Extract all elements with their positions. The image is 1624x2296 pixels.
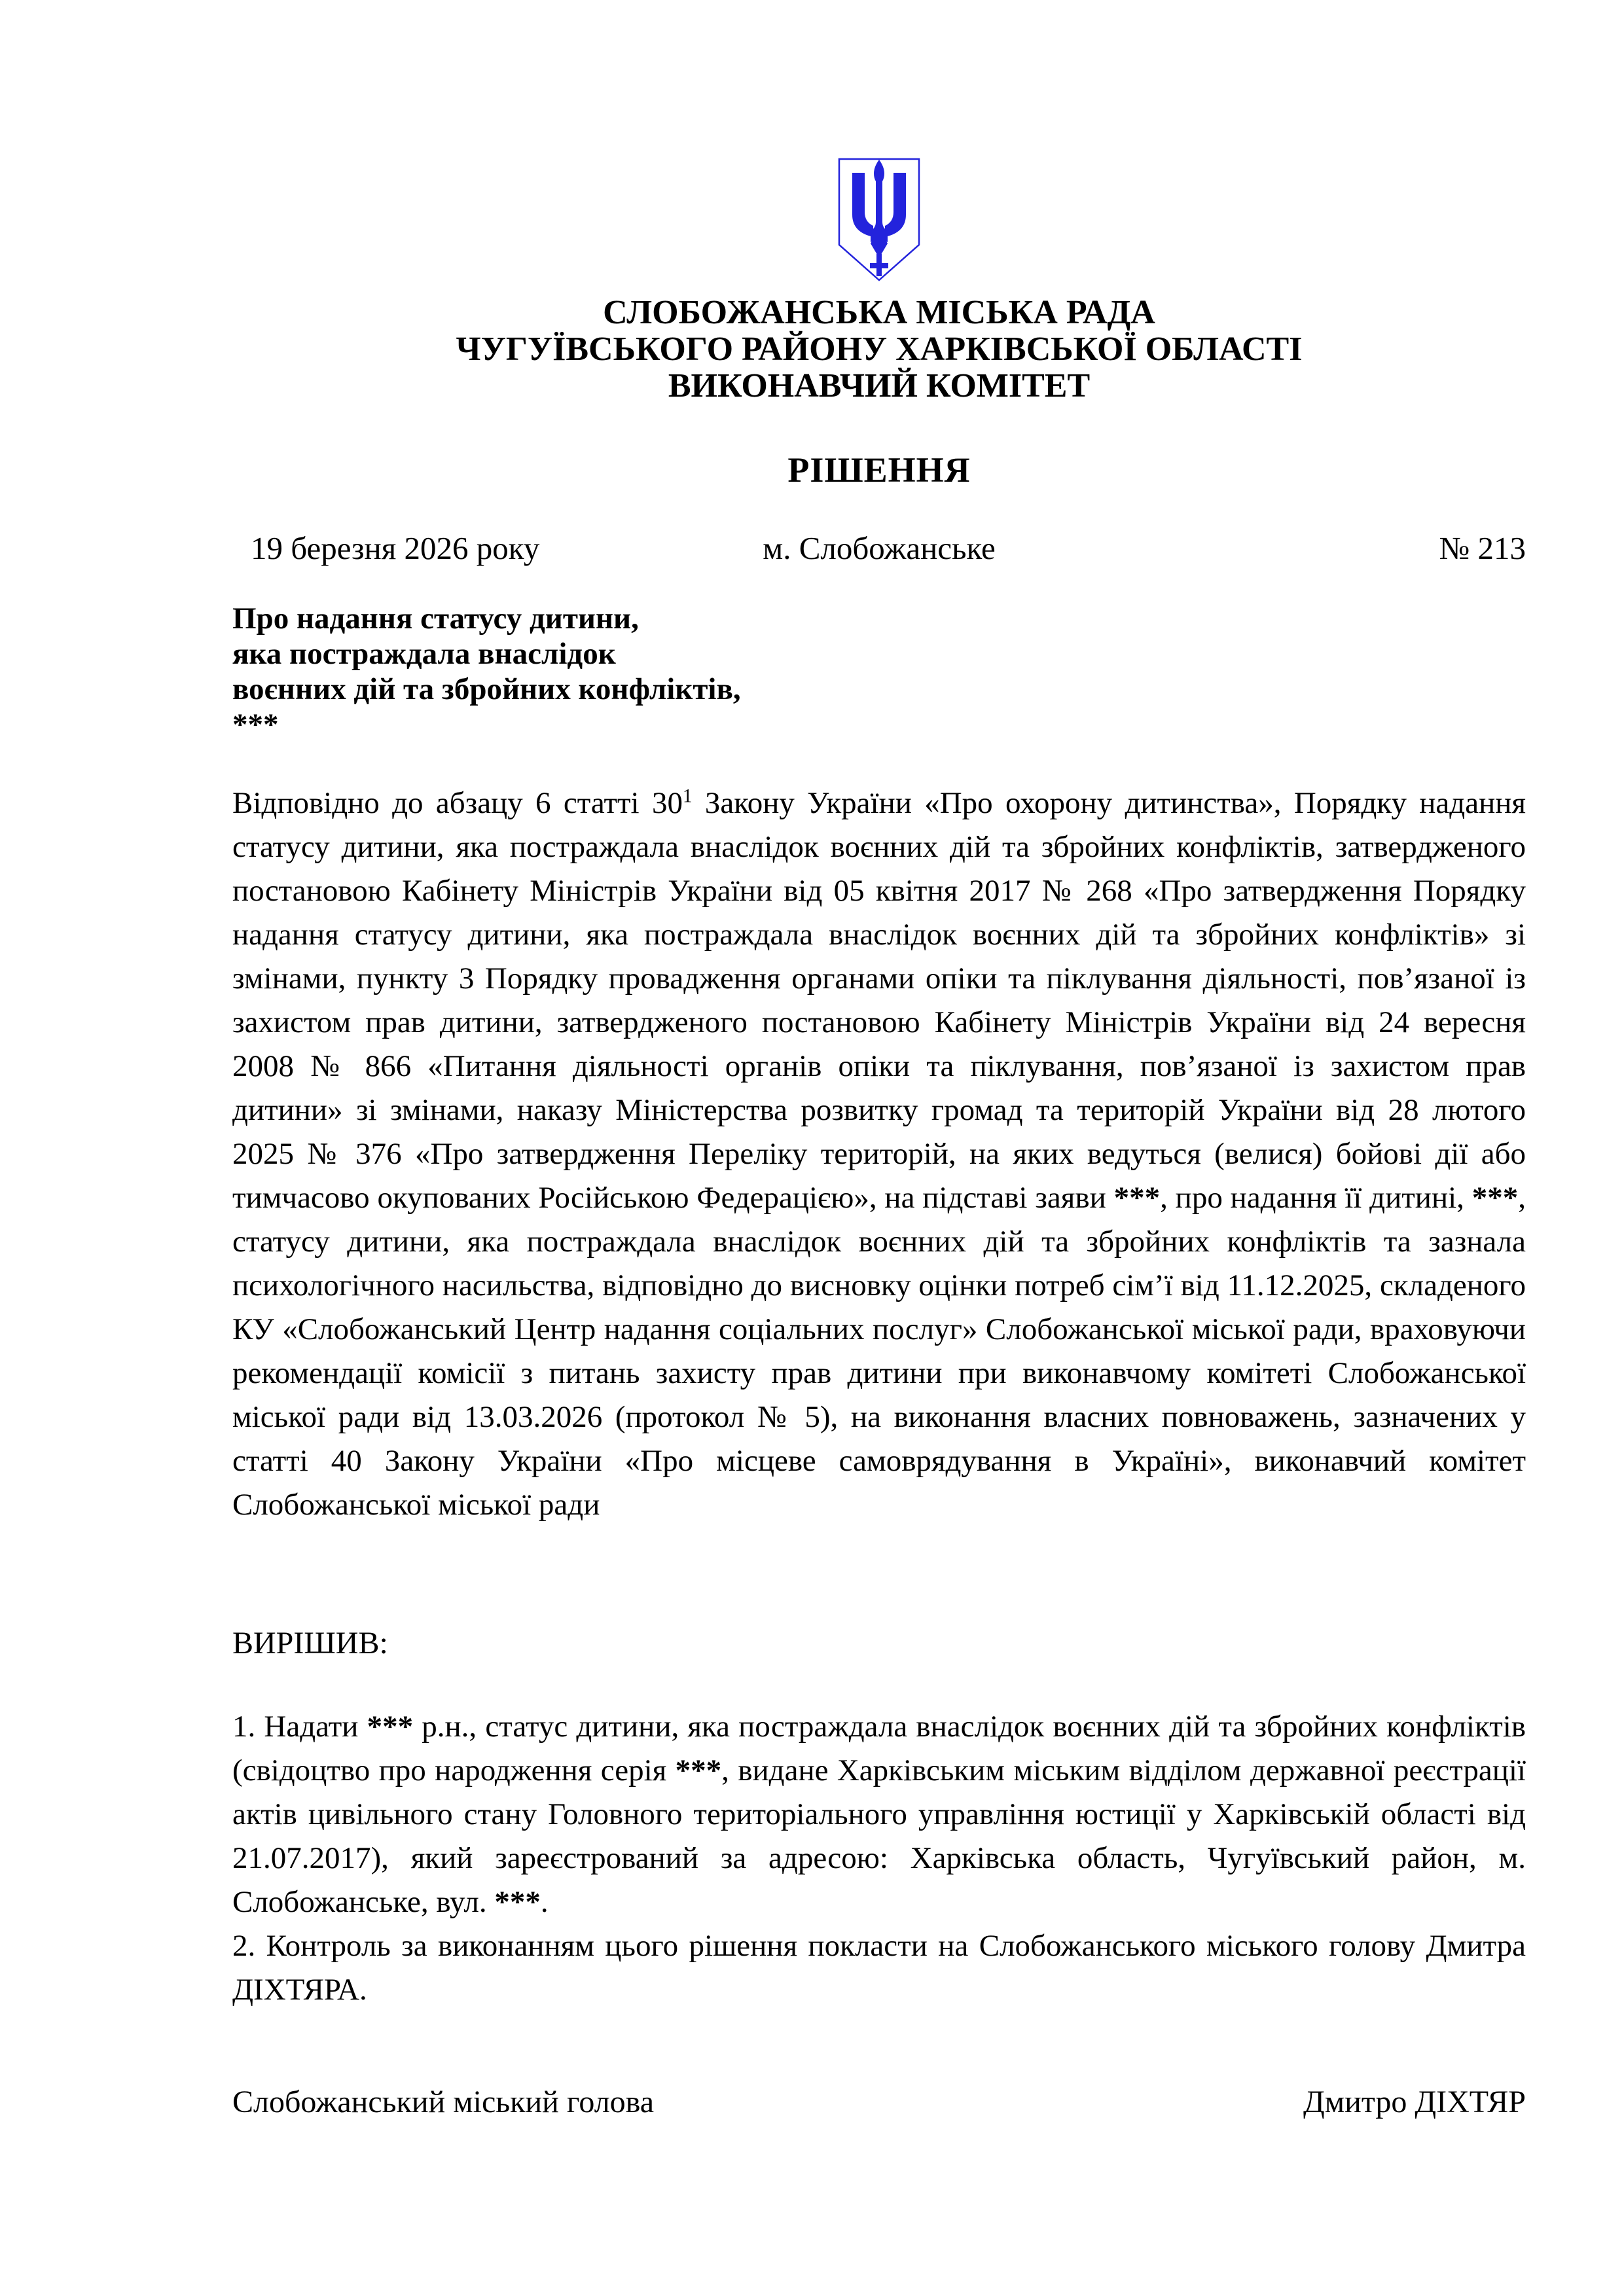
org-name-line1: СЛОБОЖАНСЬКА МІСЬКА РАДА (603, 294, 1155, 331)
preamble-paragraph: Відповідно до абзацу 6 статті $30^1$ Закону України «Про охорону дитинства», Порядку надання статусу дитини, яка постраждала внаслідок воєнних дій та збройних конфліктів, затвердженого постановою Кабінету Міністрів України від 05 квітня 2017 № 268 «Про затвердження Порядку надання статусу дитини, яка постраждала внаслідок воєнних дій та збройних конфліктів» зі змінами, пункту 3 Порядку провадження органами опіки та піклування діяльності, пов’язаної із захистом прав дитини, затвердженого постановою Кабінету Міністрів України від 24 вересня 2008 № 866 «Питання діяльності органів опіки та піклування, пов’язаної із захистом прав дитини» зі змінами, наказу Міністерства розвитку громад та територій України від 28 лютого 2025 № 376 «Про затвердження Переліку територій, на яких ведуться (велися) бойові дії або тимчасово окупованих Російською Федерацією», на підставі заяви ***, про надання її дитині, ***, статусу дитини, яка постраждала внаслідок воєнних дій та збройних конфліктів та зазнала психологічного насильства, відповідно до висновку оцінки потреб сім’ї від 11.12.2025, складеного КУ «Слобожанський Центр надання соціальних послуг» Слобожанської міської ради, враховуючи рекомендації комісії з питань захисту прав дитини при виконавчому комітеті Слобожанської міської ради від 13.03.2026 (протокол № 5), на виконання власних повноважень, зазначених у статті 40 Закону України «Про місцеве самоврядування в Україні», виконавчий комітет Слобожанської міської ради (232, 785, 1526, 1522)
document-type-title: РІШЕННЯ (787, 450, 971, 490)
ukraine-trident-emblem (836, 156, 922, 284)
org-name-line3: ВИКОНАВЧИЙ КОМІТЕТ (668, 367, 1091, 404)
signatory-name: Дмитро ДІХТЯР (1303, 2085, 1526, 2119)
decided-label: ВИРІШИВ: (232, 1626, 388, 1660)
document-date: 19 березня 2026 року (251, 530, 540, 566)
subject-line: *** (232, 708, 279, 742)
signatory-position: Слобожанський міський голова (232, 2085, 654, 2119)
document-subject (232, 601, 1526, 742)
resolution-item-1: 1. Надати *** р.н., статус дитини, яка постраждала внаслідок воєнних дій та збройних конфліктів (свідоцтво про народження серія ***, видане Харківським міським відділом державної реєстрації актів цивільного стану Головного територіального управління юстиції у Харківській області від 21.07.2017), який зареєстрований за адресою: Харківська область, Чугуївський район, м. Слобожанське, вул. ***. (232, 1710, 1526, 1919)
organization-header (232, 295, 1526, 404)
document-place: м. Слобожанське (763, 530, 996, 566)
signature-row (232, 2084, 1526, 2121)
resolution-items (232, 1705, 1526, 2012)
resolution-item-2: 2. Контроль за виконанням цього рішення покласти на Слобожанського міського голову Дмитра ДІХТЯРА. (232, 1929, 1526, 2007)
subject-line: Про надання статусу дитини, (232, 601, 639, 636)
org-name-line2: ЧУГУЇВСЬКОГО РАЙОНУ ХАРКІВСЬКОЇ ОБЛАСТІ (456, 331, 1303, 368)
document-meta-row (232, 530, 1526, 567)
ukraine-trident-icon (836, 156, 922, 284)
document-number: № 213 (1439, 530, 1526, 566)
subject-line: воєнних дій та збройних конфліктів, (232, 672, 741, 706)
subject-line: яка постраждала внаслідок (232, 637, 616, 671)
